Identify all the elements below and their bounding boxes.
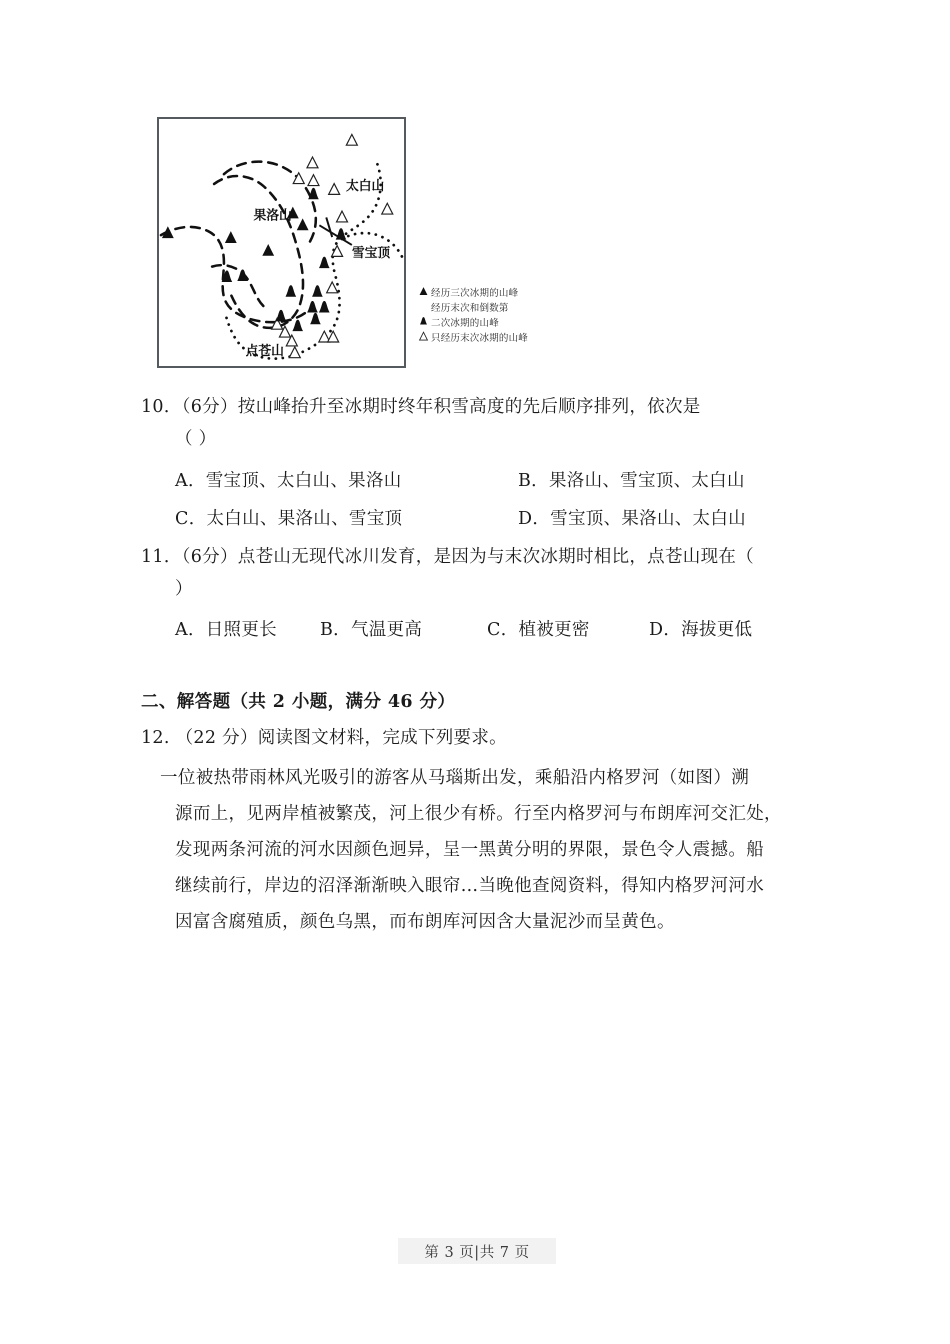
question-11-text: 点苍山无现代冰川发育，是因为与末次冰期时相比，点苍山现在（ xyxy=(237,547,754,567)
map-drawing xyxy=(159,119,404,366)
question-11-number: 11． xyxy=(141,547,182,567)
question-12-stem xyxy=(141,727,507,751)
question-11-stem xyxy=(141,546,754,570)
map-label-xuebaoding: 雪宝顶 xyxy=(351,245,391,261)
option-11-C[interactable] xyxy=(487,616,649,641)
option-key: C． xyxy=(175,509,207,529)
question-10-options-row-1 xyxy=(175,467,745,492)
answer-bracket-text: ） xyxy=(175,579,193,599)
legend-item xyxy=(415,329,591,344)
figure-glacial-map xyxy=(157,117,589,370)
question-10-score: （6分） xyxy=(181,397,238,417)
option-text: 太白山、果洛山、雪宝顶 xyxy=(206,509,403,529)
option-key: B． xyxy=(518,471,549,491)
page-footer xyxy=(398,1238,556,1264)
question-10-options-row-2 xyxy=(175,505,746,530)
question-10-number: 10． xyxy=(141,397,182,417)
option-text: 雪宝顶、果洛山、太白山 xyxy=(550,509,746,529)
option-11-A[interactable] xyxy=(175,616,320,641)
option-11-B[interactable] xyxy=(320,616,487,641)
section-heading: 二、解答题（共 2 小题，满分 46 分） xyxy=(141,692,456,712)
option-key: D． xyxy=(518,509,551,529)
question-12-text: 阅读图文材料，完成下列要求。 xyxy=(257,728,507,748)
question-10-answer-bracket[interactable] xyxy=(175,428,216,452)
option-10-B[interactable] xyxy=(518,467,745,492)
question-10-stem xyxy=(141,396,701,420)
map-legend xyxy=(415,284,591,344)
legend-item xyxy=(415,284,591,299)
map-label-taibaishan: 太白山 xyxy=(345,178,385,194)
legend-label: 二次冰期的山峰 xyxy=(431,317,499,329)
option-key: C． xyxy=(487,620,519,640)
question-12-score: （22 分） xyxy=(175,728,258,748)
question-12-paragraph-line: 源而上，见两岸植被繁茂，河上很少有桥。行至内格罗河与布朗库河交汇处， xyxy=(175,804,782,824)
legend-item xyxy=(415,299,591,314)
hollow-triangle-icon xyxy=(415,331,431,342)
question-10-text: 按山峰抬升至冰期时终年积雪高度的先后顺序排列，依次是 xyxy=(237,397,701,417)
option-10-C[interactable] xyxy=(175,505,518,530)
option-10-A[interactable] xyxy=(175,467,518,492)
option-key: D． xyxy=(649,620,682,640)
question-12-paragraph-line: 发现两条河流的河水因颜色迥异，呈一黑黄分明的界限，景色令人震撼。船 xyxy=(175,840,765,860)
question-12-paragraph-line: 因富含腐殖质，颜色乌黑，而布朗库河因含大量泥沙而呈黄色。 xyxy=(175,912,675,932)
option-key: A． xyxy=(175,620,206,640)
page-number-label: 第 3 页|共 7 页 xyxy=(424,1244,530,1261)
map-label-guoluoshan: 果洛山 xyxy=(253,208,292,224)
option-text: 日照更长 xyxy=(205,620,277,640)
filled-triangle-icon xyxy=(415,286,431,297)
legend-label: 只经历末次冰期的山峰 xyxy=(431,332,529,344)
legend-label: 经历三次冰期的山峰 xyxy=(431,287,519,299)
option-text: 雪宝顶、太白山、果洛山 xyxy=(205,471,402,491)
option-key: A． xyxy=(175,471,206,491)
legend-item xyxy=(415,314,591,329)
map-label-diancangshan: 点苍山 xyxy=(245,344,284,360)
question-12-paragraph-line: 继续前行，岸边的沼泽渐渐映入眼帘…当晚他查阅资料，得知内格罗河河水 xyxy=(175,876,765,896)
question-12-number: 12. xyxy=(141,728,170,748)
option-10-D[interactable] xyxy=(518,505,746,530)
option-11-D[interactable] xyxy=(649,616,752,641)
option-key: B． xyxy=(320,620,351,640)
map-frame xyxy=(157,117,406,368)
question-11-answer-bracket[interactable] xyxy=(175,578,193,602)
option-text: 果洛山、雪宝顶、太白山 xyxy=(548,471,745,491)
answer-bracket-text: （ ） xyxy=(175,429,217,449)
question-12-paragraph-line: 一位被热带雨林风光吸引的游客从马瑙斯出发，乘船沿内格罗河（如图）溯 xyxy=(160,768,750,788)
question-11-score: （6分） xyxy=(181,547,238,567)
option-text: 海拔更低 xyxy=(681,620,753,640)
legend-label: 经历末次和倒数第 xyxy=(431,302,509,314)
question-11-options-row xyxy=(175,616,752,641)
option-text: 气温更高 xyxy=(350,620,423,640)
option-text: 植被更密 xyxy=(518,620,590,640)
filled-bell-triangle-icon xyxy=(415,316,431,327)
